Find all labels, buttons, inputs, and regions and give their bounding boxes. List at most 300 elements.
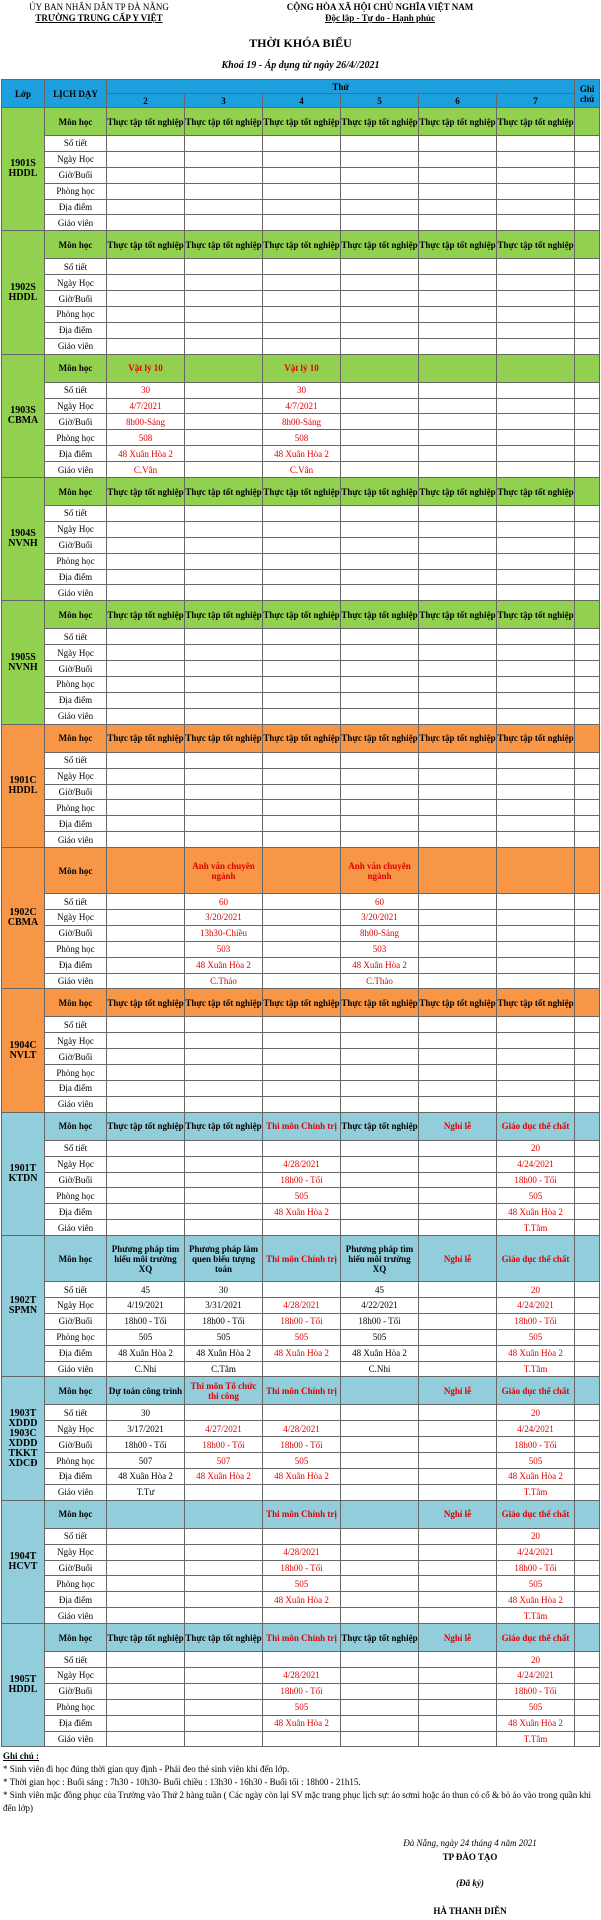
schedule-cell: [107, 136, 185, 152]
schedule-cell: [341, 1652, 419, 1668]
schedule-cell: [185, 1172, 263, 1188]
schedule-cell: [185, 462, 263, 478]
row-label: Phòng học: [45, 1453, 107, 1469]
note-cell: [575, 569, 600, 585]
schedule-cell: 4/24/2021: [497, 1544, 575, 1560]
subject-cell: Thi môn Tổ chức thi công: [185, 1377, 263, 1405]
schedule-cell: [185, 553, 263, 569]
schedule-cell: [263, 1220, 341, 1236]
row-label: Số tiết: [45, 1140, 107, 1156]
note-cell: [575, 941, 600, 957]
row-label: Giáo viên: [45, 1220, 107, 1236]
note-cell: [575, 1683, 600, 1699]
schedule-cell: [107, 1096, 185, 1112]
note-cell: [575, 784, 600, 800]
schedule-cell: [497, 259, 575, 275]
note-cell: [575, 1469, 600, 1485]
schedule-cell: [263, 553, 341, 569]
schedule-cell: [341, 167, 419, 183]
schedule-cell: 48 Xuân Hòa 2: [263, 446, 341, 462]
row-label: Môn học: [45, 1500, 107, 1528]
schedule-cell: [107, 1699, 185, 1715]
schedule-cell: [419, 1033, 497, 1049]
schedule-cell: [185, 1140, 263, 1156]
schedule-cell: [419, 629, 497, 645]
subject-cell: Thực tập tốt nghiệp: [419, 601, 497, 629]
subject-cell: Nghỉ lễ: [419, 1112, 497, 1140]
row-label: Địa điểm: [45, 1469, 107, 1485]
schedule-cell: [185, 1188, 263, 1204]
schedule-cell: [107, 1049, 185, 1065]
subject-cell: Thực tập tốt nghiệp: [185, 989, 263, 1017]
subject-cell: Thực tập tốt nghiệp: [107, 601, 185, 629]
subject-cell: Thực tập tốt nghiệp: [185, 1624, 263, 1652]
col-header-class: Lớp: [2, 80, 45, 108]
schedule-cell: [419, 569, 497, 585]
subject-cell: Giáo dục thể chất: [497, 1500, 575, 1528]
schedule-cell: [419, 167, 497, 183]
schedule-cell: [107, 800, 185, 816]
schedule-cell: [419, 1017, 497, 1033]
note-cell: [575, 1188, 600, 1204]
schedule-cell: 30: [107, 1405, 185, 1421]
schedule-cell: [107, 661, 185, 677]
schedule-cell: [107, 569, 185, 585]
note-cell: [575, 768, 600, 784]
subject-cell: [263, 848, 341, 894]
schedule-cell: [341, 291, 419, 307]
schedule-cell: 30: [185, 1282, 263, 1298]
schedule-cell: C.Vân: [263, 462, 341, 478]
schedule-cell: 8h00-Sáng: [341, 925, 419, 941]
row-label: Địa điểm: [45, 1204, 107, 1220]
note-cell: [575, 894, 600, 910]
schedule-cell: [107, 1188, 185, 1204]
schedule-cell: 503: [185, 941, 263, 957]
schedule-cell: [497, 307, 575, 323]
schedule-cell: [419, 1484, 497, 1500]
schedule-cell: [419, 1453, 497, 1469]
class-name: 1901T KTDN: [2, 1112, 45, 1235]
schedule-cell: 48 Xuân Hòa 2: [497, 1592, 575, 1608]
class-name: 1904S NVNH: [2, 478, 45, 601]
subject-cell: Nghỉ lễ: [419, 1624, 497, 1652]
schedule-cell: [341, 1683, 419, 1699]
row-label: Môn học: [45, 848, 107, 894]
schedule-cell: [341, 215, 419, 231]
schedule-cell: [419, 1652, 497, 1668]
note-cell: [575, 1172, 600, 1188]
schedule-cell: [341, 259, 419, 275]
schedule-cell: [497, 199, 575, 215]
schedule-cell: C.Thảo: [341, 973, 419, 989]
schedule-cell: [341, 768, 419, 784]
schedule-cell: [419, 1313, 497, 1329]
schedule-cell: [263, 1065, 341, 1081]
schedule-cell: 48 Xuân Hòa 2: [341, 1345, 419, 1361]
row-label: Địa điểm: [45, 199, 107, 215]
schedule-cell: [341, 1731, 419, 1747]
timetable: [1, 79, 600, 1747]
row-label: Địa điểm: [45, 1345, 107, 1361]
subject-cell: Thực tập tốt nghiệp: [497, 989, 575, 1017]
row-label: Phòng học: [45, 430, 107, 446]
row-label: Giờ/Buổi: [45, 925, 107, 941]
schedule-cell: [419, 816, 497, 832]
schedule-cell: 18h00 - Tối: [263, 1683, 341, 1699]
schedule-cell: 13h30-Chiều: [185, 925, 263, 941]
signature-date: Đà Nẵng, ngày 24 tháng 4 năm 2021: [403, 1838, 537, 1848]
schedule-cell: [185, 151, 263, 167]
schedule-cell: [419, 1329, 497, 1345]
row-label: Ngày Học: [45, 1668, 107, 1684]
row-label: Địa điểm: [45, 322, 107, 338]
schedule-cell: [107, 275, 185, 291]
schedule-cell: [341, 1017, 419, 1033]
note-cell: [575, 692, 600, 708]
schedule-cell: [185, 537, 263, 553]
row-label: Số tiết: [45, 382, 107, 398]
subject-cell: Thực tập tốt nghiệp: [341, 108, 419, 136]
subject-cell: [341, 354, 419, 382]
row-label: Phòng học: [45, 553, 107, 569]
note-cell: [575, 1033, 600, 1049]
schedule-cell: [341, 1453, 419, 1469]
subject-cell: Thực tập tốt nghiệp: [263, 108, 341, 136]
schedule-cell: [107, 521, 185, 537]
schedule-cell: [107, 1528, 185, 1544]
note-cell: [575, 1096, 600, 1112]
schedule-cell: [263, 136, 341, 152]
schedule-cell: 4/24/2021: [497, 1668, 575, 1684]
schedule-cell: 4/7/2021: [107, 398, 185, 414]
subject-cell: Thực tập tốt nghiệp: [185, 108, 263, 136]
note-cell: [575, 1560, 600, 1576]
schedule-cell: [185, 800, 263, 816]
schedule-cell: [107, 1668, 185, 1684]
schedule-cell: [341, 462, 419, 478]
schedule-cell: [497, 183, 575, 199]
subject-cell: Thực tập tốt nghiệp: [107, 724, 185, 752]
schedule-cell: [107, 167, 185, 183]
col-header-schedule: LỊCH DẠY: [45, 80, 107, 108]
subject-cell: Thực tập tốt nghiệp: [107, 231, 185, 259]
note-cell: [575, 1608, 600, 1624]
note-cell: [575, 382, 600, 398]
schedule-cell: [107, 1220, 185, 1236]
row-label: Số tiết: [45, 1528, 107, 1544]
note-cell: [575, 1624, 600, 1652]
schedule-cell: T.Tâm: [497, 1220, 575, 1236]
schedule-cell: [263, 692, 341, 708]
schedule-cell: [185, 215, 263, 231]
class-name: 1905S NVNH: [2, 601, 45, 724]
subject-cell: Thực tập tốt nghiệp: [185, 601, 263, 629]
note-cell: [575, 925, 600, 941]
note-cell: [575, 1484, 600, 1500]
schedule-cell: [419, 1297, 497, 1313]
schedule-cell: [185, 199, 263, 215]
schedule-cell: [419, 909, 497, 925]
national-motto: Độc lập - Tự do - Hạnh phúc: [324, 13, 435, 23]
schedule-cell: 8h00-Sáng: [263, 414, 341, 430]
note-cell: [575, 1049, 600, 1065]
row-label: Phòng học: [45, 307, 107, 323]
schedule-cell: [497, 1017, 575, 1033]
schedule-cell: [107, 307, 185, 323]
row-label: Môn học: [45, 1236, 107, 1282]
note-cell: [575, 167, 600, 183]
schedule-cell: 508: [107, 430, 185, 446]
row-label: Môn học: [45, 231, 107, 259]
schedule-cell: [341, 569, 419, 585]
schedule-cell: [185, 275, 263, 291]
class-name: 1902S HDDL: [2, 231, 45, 354]
schedule-cell: 48 Xuân Hòa 2: [107, 1345, 185, 1361]
schedule-cell: [341, 1049, 419, 1065]
row-label: Môn học: [45, 478, 107, 506]
schedule-cell: [263, 167, 341, 183]
schedule-cell: [185, 382, 263, 398]
schedule-cell: [419, 941, 497, 957]
schedule-cell: [263, 291, 341, 307]
schedule-cell: [341, 1560, 419, 1576]
schedule-cell: [107, 768, 185, 784]
schedule-cell: [185, 307, 263, 323]
schedule-cell: [263, 768, 341, 784]
col-header-day: 4: [263, 94, 341, 108]
schedule-cell: 48 Xuân Hòa 2: [497, 1469, 575, 1485]
school-name: TRƯỜNG TRUNG CẤP Y VIỆT: [35, 13, 163, 23]
subject-cell: Thực tập tốt nghiệp: [263, 989, 341, 1017]
note-cell: [575, 338, 600, 354]
subject-cell: Giáo dục thể chất: [497, 1377, 575, 1405]
note-cell: [575, 354, 600, 382]
note-cell: [575, 645, 600, 661]
row-label: Phòng học: [45, 677, 107, 693]
schedule-cell: [185, 1528, 263, 1544]
note-cell: [575, 199, 600, 215]
schedule-cell: [497, 941, 575, 957]
col-header-day: 6: [419, 94, 497, 108]
subject-cell: Thực tập tốt nghiệp: [497, 231, 575, 259]
schedule-cell: [497, 569, 575, 585]
schedule-cell: C.Tâm: [185, 1361, 263, 1377]
schedule-cell: [185, 677, 263, 693]
schedule-cell: [341, 136, 419, 152]
schedule-cell: 4/28/2021: [263, 1668, 341, 1684]
schedule-cell: [341, 414, 419, 430]
row-label: Địa điểm: [45, 816, 107, 832]
schedule-cell: [497, 784, 575, 800]
schedule-cell: [341, 1469, 419, 1485]
note-cell: [575, 275, 600, 291]
schedule-cell: [419, 537, 497, 553]
schedule-cell: [185, 1156, 263, 1172]
schedule-cell: [419, 1361, 497, 1377]
note-cell: [575, 629, 600, 645]
col-header-day: 5: [341, 94, 419, 108]
schedule-cell: [107, 1592, 185, 1608]
note-cell: [575, 1421, 600, 1437]
subject-cell: Thực tập tốt nghiệp: [185, 1112, 263, 1140]
schedule-cell: [497, 136, 575, 152]
note-cell: [575, 989, 600, 1017]
schedule-cell: [341, 692, 419, 708]
schedule-cell: [107, 199, 185, 215]
schedule-cell: [185, 1544, 263, 1560]
schedule-cell: [419, 1608, 497, 1624]
schedule-cell: [263, 629, 341, 645]
schedule-cell: 18h00 - Tối: [107, 1437, 185, 1453]
schedule-cell: 505: [263, 1188, 341, 1204]
class-block: [2, 478, 600, 601]
schedule-cell: [185, 752, 263, 768]
schedule-cell: [497, 338, 575, 354]
schedule-cell: [419, 430, 497, 446]
schedule-cell: [185, 338, 263, 354]
schedule-cell: [185, 832, 263, 848]
note-cell: [575, 957, 600, 973]
schedule-cell: [107, 215, 185, 231]
schedule-cell: [107, 291, 185, 307]
schedule-cell: [419, 338, 497, 354]
schedule-cell: [185, 645, 263, 661]
schedule-cell: [497, 925, 575, 941]
note-cell: [575, 909, 600, 925]
class-block: [2, 1624, 600, 1747]
schedule-cell: [419, 1437, 497, 1453]
row-label: Phòng học: [45, 1188, 107, 1204]
schedule-cell: [341, 1437, 419, 1453]
row-label: Ngày Học: [45, 768, 107, 784]
schedule-cell: 4/24/2021: [497, 1297, 575, 1313]
note-cell: [575, 398, 600, 414]
schedule-cell: [263, 784, 341, 800]
note-cell: [575, 724, 600, 752]
schedule-cell: [263, 1096, 341, 1112]
schedule-cell: [107, 1065, 185, 1081]
row-label: Giáo viên: [45, 338, 107, 354]
schedule-cell: [263, 816, 341, 832]
schedule-cell: [263, 1361, 341, 1377]
schedule-cell: [107, 338, 185, 354]
schedule-cell: [107, 784, 185, 800]
schedule-cell: [341, 1608, 419, 1624]
schedule-cell: [263, 585, 341, 601]
page-subtitle: Khoá 19 - Áp dụng từ ngày 26/4//2021: [221, 60, 380, 71]
schedule-cell: [107, 585, 185, 601]
schedule-cell: [185, 183, 263, 199]
class-block: [2, 1112, 600, 1235]
subject-cell: Thực tập tốt nghiệp: [497, 724, 575, 752]
row-label: Phòng học: [45, 1699, 107, 1715]
schedule-cell: [263, 537, 341, 553]
schedule-cell: [107, 1576, 185, 1592]
note-cell: [575, 1236, 600, 1282]
schedule-cell: 505: [341, 1329, 419, 1345]
class-block: [2, 601, 600, 724]
schedule-cell: [185, 661, 263, 677]
schedule-cell: [107, 909, 185, 925]
schedule-cell: [263, 909, 341, 925]
signature-name: HÀ THANH DIỄN: [433, 1906, 507, 1916]
row-label: Giáo viên: [45, 1608, 107, 1624]
schedule-cell: 505: [263, 1699, 341, 1715]
schedule-cell: [263, 645, 341, 661]
schedule-cell: 20: [497, 1528, 575, 1544]
schedule-cell: 30: [107, 382, 185, 398]
schedule-cell: 505: [497, 1188, 575, 1204]
schedule-cell: [497, 816, 575, 832]
schedule-cell: [107, 1172, 185, 1188]
subject-cell: Thực tập tốt nghiệp: [263, 601, 341, 629]
schedule-cell: [263, 800, 341, 816]
schedule-cell: [107, 1731, 185, 1747]
schedule-cell: [185, 1576, 263, 1592]
schedule-cell: [419, 1469, 497, 1485]
schedule-cell: [341, 677, 419, 693]
schedule-cell: [341, 1080, 419, 1096]
nation-title: CỘNG HÒA XÃ HỘI CHỦ NGHĨA VIỆT NAM: [286, 2, 474, 12]
schedule-cell: [185, 569, 263, 585]
row-label: Môn học: [45, 108, 107, 136]
schedule-cell: 505: [497, 1453, 575, 1469]
note-item: * Sinh viên mặc đồng phục của Trường vào Thứ 2 hàng tuần ( Các ngày còn lại SV mặc trang phục lịch sự: áo sơmi hoặc áo thun có cổ & bỏ áo vào trong quần khi đến lớp): [3, 1790, 591, 1813]
row-label: Địa điểm: [45, 1715, 107, 1731]
schedule-cell: 20: [497, 1652, 575, 1668]
schedule-cell: [341, 1033, 419, 1049]
schedule-cell: 18h00 - Tối: [497, 1683, 575, 1699]
schedule-cell: [263, 661, 341, 677]
note-cell: [575, 1453, 600, 1469]
row-label: Giáo viên: [45, 585, 107, 601]
schedule-cell: [419, 894, 497, 910]
schedule-cell: [341, 338, 419, 354]
schedule-cell: 18h00 - Tối: [263, 1313, 341, 1329]
subject-cell: Thực tập tốt nghiệp: [341, 1112, 419, 1140]
note-cell: [575, 414, 600, 430]
class-name: 1901C HDDL: [2, 724, 45, 847]
schedule-cell: 45: [341, 1282, 419, 1298]
subject-cell: Thực tập tốt nghiệp: [341, 601, 419, 629]
note-cell: [575, 291, 600, 307]
schedule-cell: 4/24/2021: [497, 1421, 575, 1437]
schedule-cell: 505: [497, 1329, 575, 1345]
subject-cell: Thi môn Chính trị: [263, 1500, 341, 1528]
schedule-cell: [185, 398, 263, 414]
schedule-cell: [419, 1528, 497, 1544]
schedule-cell: [107, 1560, 185, 1576]
subject-cell: Thực tập tốt nghiệp: [185, 724, 263, 752]
row-label: Phòng học: [45, 800, 107, 816]
schedule-cell: 48 Xuân Hòa 2: [185, 957, 263, 973]
class-block: [2, 354, 600, 477]
schedule-cell: [263, 832, 341, 848]
schedule-cell: [107, 629, 185, 645]
schedule-cell: [419, 462, 497, 478]
schedule-cell: [263, 322, 341, 338]
note-cell: [575, 973, 600, 989]
note-cell: [575, 1377, 600, 1405]
schedule-cell: 48 Xuân Hòa 2: [185, 1345, 263, 1361]
row-label: Phòng học: [45, 1065, 107, 1081]
note-item: * Sinh viên đi học đúng thời gian quy định - Phải đeo thẻ sinh viên khi đến lớp.: [3, 1764, 290, 1774]
schedule-cell: C.Thảo: [185, 973, 263, 989]
schedule-cell: 20: [497, 1140, 575, 1156]
schedule-cell: [263, 506, 341, 522]
schedule-cell: [419, 1544, 497, 1560]
